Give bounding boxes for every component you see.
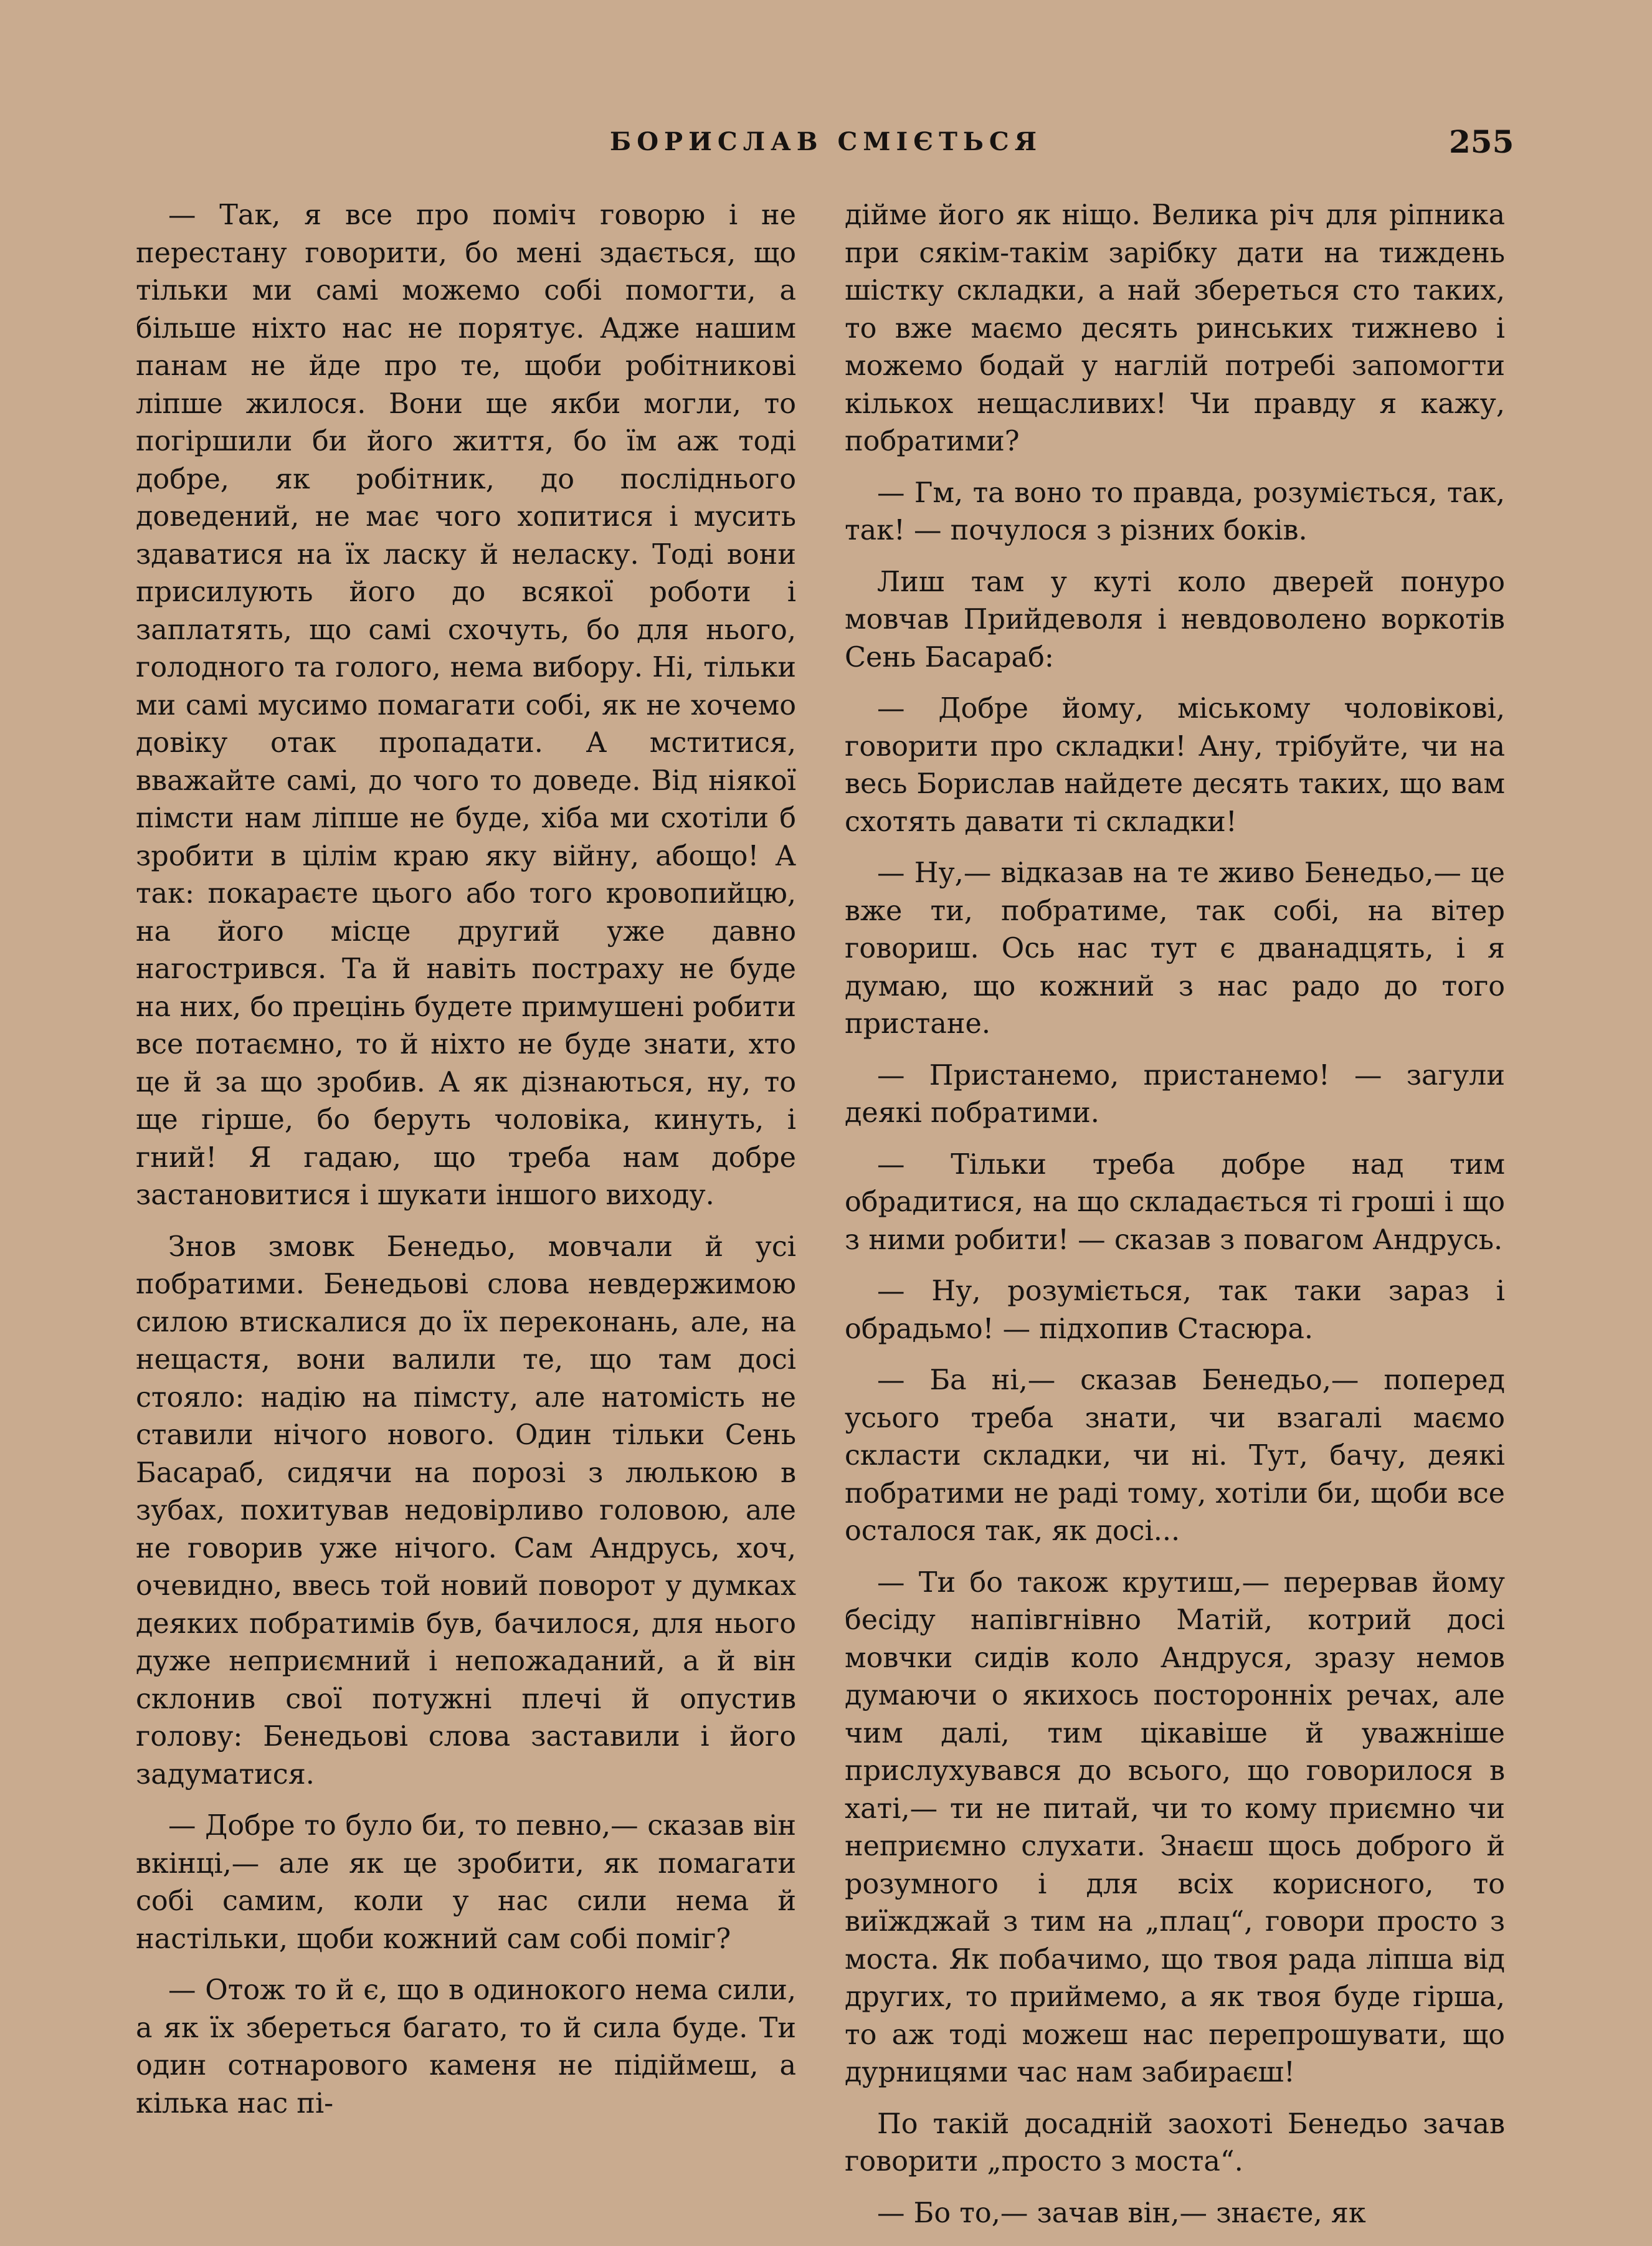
paragraph: — Так, я все про поміч говорю і не перестану говорити, бо мені здається, що тільки ми самі можемо собі помогти, а більше ніхто нас не порятує. Адже нашим панам не йде про те, щоби робітникові ліпше жилося. Вони ще якби могли, то погіршили би його життя, бо їм аж тоді добре, як робітник, до посліднього доведений, не має чого хопитися і мусить здаватися на їх ласку й неласку. Тоді вони присилують його до всякої роботи і заплатять, що самі схочуть, бо для нього, голодного та голого, нема вибору. Ні, тільки ми самі мусимо помагати собі, як не хочемо довіку отак пропадати. А мститися, вважайте самі, до чого то доведе. Від ніякої пімсти нам ліпше не буде, хіба ми схотіли б зробити в цілім краю яку війну, абощо! А так: покараєте цього або того кровопийцю, на його місце другий уже давно нагострився. Та й навіть постраху не буде на них, бо прецінь будете примушені робити все потаємно, то й ніхто не буде знати, хто це й за що зробив. А як дізнаються, ну, то ще гірше, бо беруть чоловіка, кинуть, і гний! Я гадаю, що треба нам добре застановитися і шукати іншого виходу. — [136, 199, 796, 1211]
paragraph: По такій досадній заохоті Бенедьо зачав говорити „просто з моста“. — [845, 2108, 1505, 2177]
paragraph: — Тільки треба добре над тим обрадитися, на що складається ті гроші і що з ними робити! — сказав з повагом Андрусь. — [845, 1148, 1505, 1256]
paragraph: — Добре йому, міському чоловікові, говорити про складки! Ану, трібуйте, чи на весь Борислав найдете десять таких, що вам схотять давати ті складки! — [845, 693, 1505, 838]
paragraph: — Пристанемо, пристанемо! — загули деякі побратими. — [845, 1059, 1505, 1129]
paragraph: — Бо то,— зачав він,— знаєте, як — [877, 2197, 1366, 2229]
paragraph-continuation: дійме його як ніщо. Велика річ для ріпника при сякім-такім зарібку дати на тиждень шістку складки, а най збереться сто таких, то вже маємо десять ринських тижнево і можемо бодай у наглій потребі запомогти кількох нещасливих! Чи правду я кажу, побратими? — [845, 199, 1505, 457]
paragraph: — Гм, та воно то правда, розуміється, так, так! — почулося з різних боків. — [845, 477, 1505, 546]
paragraph: Лиш там у куті коло дверей понуро мовчав Прийдеволя і невдоволено воркотів Сень Басараб: — [845, 566, 1505, 673]
paragraph: — Ба ні,— сказав Бенедьо,— поперед усього треба знати, чи взагалі маємо скласти складки, чи ні. Тут, бачу, деякі побратими не раді тому, хотіли би, щоби все осталося так, як досі... — [845, 1364, 1505, 1547]
paragraph: — Ти бо також крутиш,— перервав йому бесіду напівгнівно Матій, котрий досі мовчки сидів коло Андруся, зразу немов думаючи о якихось посторонніх речах, але чим далі, тим цікавіше й уважніше прислухувався до всього, що говорилося в хаті,— ти не питай, чи то кому приємно чи неприємно слухати. Знаєш щось доброго й розумного і для всіх корисного, то виїжджай з тим на „плац“, говори просто з моста. Як побачимо, що твоя рада ліпша від других, то приймемо, а як твоя буде гірша, то аж тоді можеш нас перепрошувати, що дурницями час нам забираєш! — [845, 1566, 1505, 2088]
running-title: БОРИСЛАВ СМІЄТЬСЯ — [610, 127, 1042, 156]
paragraph: — Ну,— відказав на те живо Бенедьо,— це вже ти, побратиме, так собі, на вітер говориш. Ось нас тут є дванадцять, і я думаю, що кожний з нас радо до того пристане. — [845, 857, 1505, 1040]
paragraph: — Добре то було би, то певно,— сказав він вкінці,— але як це зробити, як помагати собі самим, коли у нас сили нема й настільки, щоби кожний сам собі поміг? — [136, 1810, 796, 1955]
right-column — [845, 197, 1505, 2246]
page-number: 255 — [1449, 123, 1514, 160]
paragraph: — Отож то й є, що в одинокого нема сили, а як їх збереться багато, то й сила буде. Ти один сотнарового каменя не підіймеш, а кілька нас пі- — [136, 1974, 796, 2120]
paragraph: — Ну, розуміється, так таки зараз і обрадьмо! — підхопив Стасюра. — [845, 1275, 1505, 1345]
paragraph: Знов змовк Бенедьо, мовчали й усі побратими. Бенедьові слова невдержимою силою втискалися до їх переконань, але, на нещастя, вони валили те, що там досі стояло: надію на пімсту, але натомість не ставили нічого нового. Один тільки Сень Басараб, сидячи на порозі з люлькою в зубах, похитував недовірливо головою, але не говорив уже нічого. Сам Андрусь, хоч, очевидно, ввесь той новий поворот у думках деяких побратимів був, бачилося, для нього дуже неприємний і непожаданий, а й він склонив свої потужні плечі й опустив голову: Бенедьові слова заставили і його задуматися. — [136, 1230, 796, 1791]
left-column — [136, 197, 796, 2136]
